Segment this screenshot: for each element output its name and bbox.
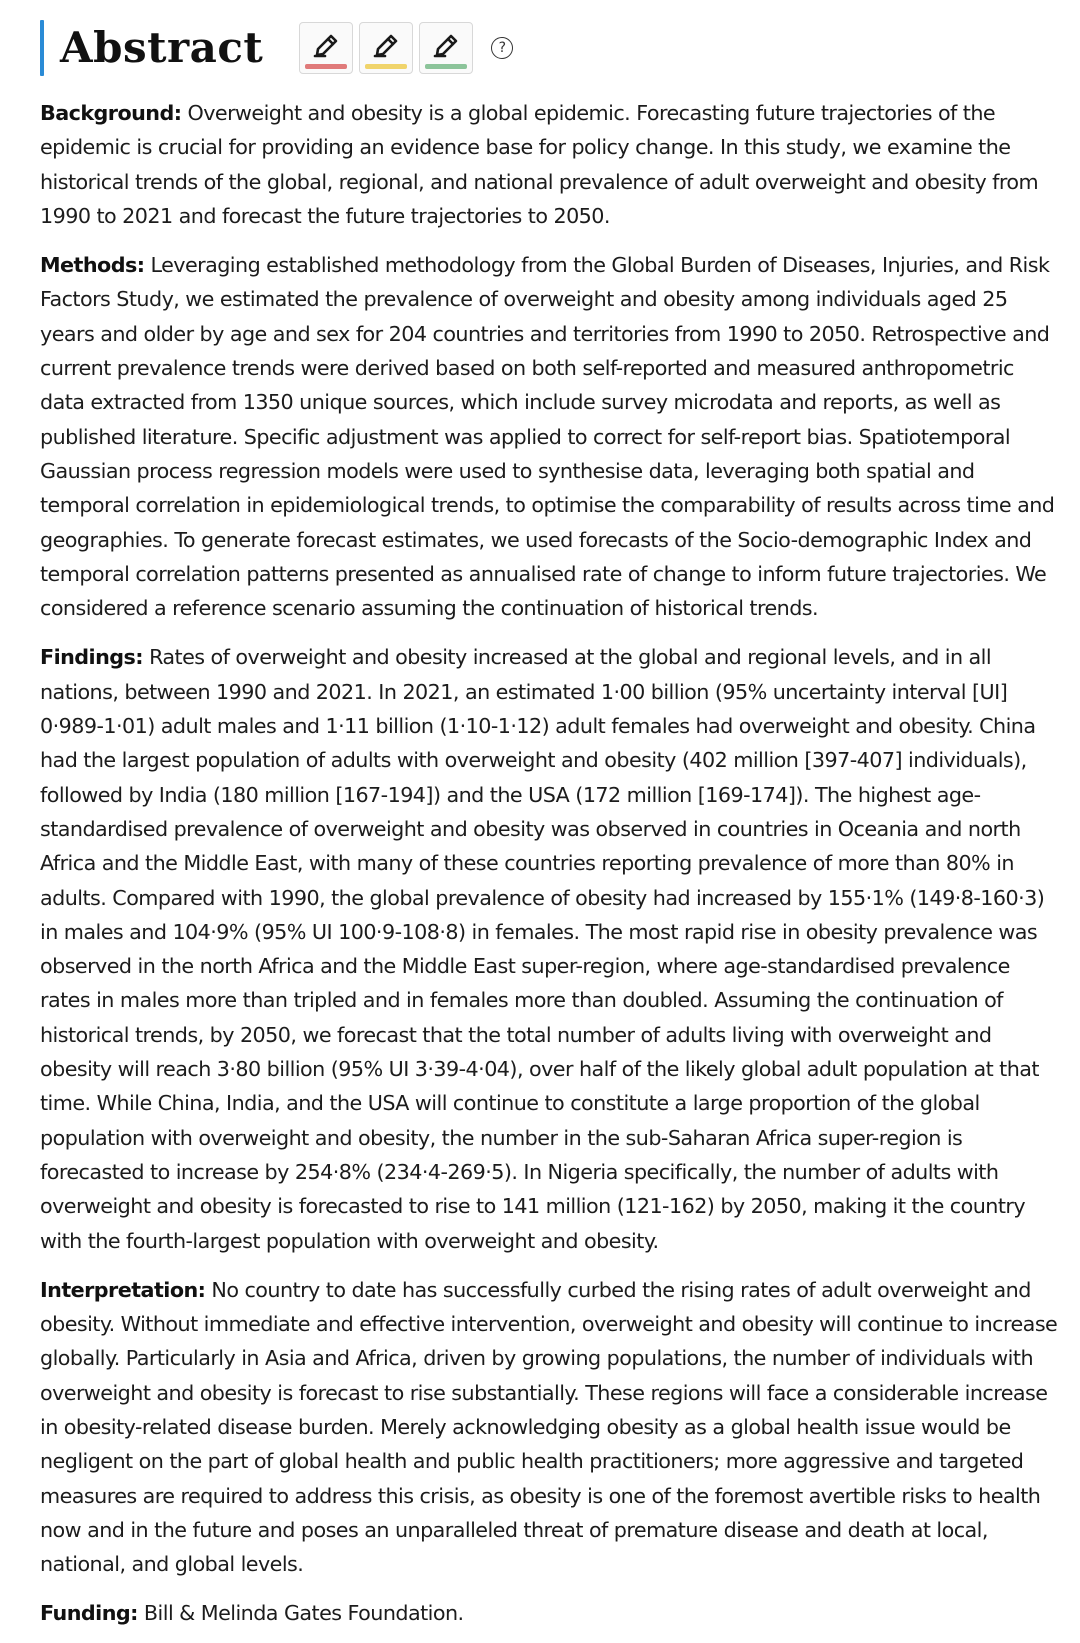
highlight-color-swatch (425, 64, 467, 69)
highlight-yellow-button[interactable] (359, 22, 413, 74)
section-funding (40, 1596, 1064, 1630)
pencil-icon (309, 32, 343, 64)
section-label: Methods: (40, 253, 145, 278)
section-label: Interpretation: (40, 1277, 206, 1302)
section-interpretation (40, 1273, 1064, 1582)
highlight-red-button[interactable] (299, 22, 353, 74)
highlighter-toolbar (299, 22, 473, 74)
section-text: Overweight and obesity is a global epidemic. Forecasting future trajectories of the epidemic is crucial for providing an evidence base for policy change. In this study, we examine the historical trends of the global, regional, and national prevalence of adult overweight and obesity from 1990 to 2021 and forecast the future trajectories to 2050. (40, 101, 1039, 228)
section-label: Funding: (40, 1601, 138, 1626)
section-text: Rates of overweight and obesity increased at the global and regional levels, and in all nations, between 1990 and 2021. In 2021, an estimated 1·00 billion (95% uncertainty interval [UI] 0·989-1·01) adult males and 1·11 billion (1·10-1·12) adult females had overweight and obesity. China had the largest population of adults with overweight and obesity (402 million [397-407] individuals), followed by India (180 million [167-194]) and the USA (172 million [169-174]). The highest age-standardised prevalence of overweight and obesity was observed in countries in Oceania and north Africa and the Middle East, with many of these countries reporting prevalence of more than 80% in adults. Compared with 1990, the global prevalence of obesity had increased by 155·1% (149·8-160·3) in males and 104·9% (95% UI 100·9-108·8) in females. The most rapid rise in obesity prevalence was observed in the north Africa and the Middle East super-region, where age-standardised prevalence rates in males more than tripled and in females more than doubled. Assuming the continuation of historical trends, by 2050, we forecast that the total number of adults living with overweight and obesity will reach 3·80 billion (95% UI 3·39-4·04), over half of the likely global adult population at that time. While China, India, and the USA will continue to constitute a large proportion of the global population with overweight and obesity, the number in the sub-Saharan Africa super-region is forecasted to increase by 254·8% (234·4-269·5). In Nigeria specifically, the number of adults with overweight and obesity is forecasted to rise to 141 million (121-162) by 2050, making it the country with the fourth-largest population with overweight and obesity. (40, 645, 1045, 1253)
highlight-color-swatch (365, 64, 407, 69)
section-findings (40, 640, 1064, 1257)
section-methods (40, 248, 1064, 625)
highlight-green-button[interactable] (419, 22, 473, 74)
help-icon[interactable]: ? (491, 37, 513, 59)
page-title: Abstract (60, 23, 264, 72)
section-label: Findings: (40, 645, 144, 670)
section-text: No country to date has successfully curbed the rising rates of adult overweight and obesity. Without immediate and effective intervention, overweight and obesity will continue to increase globally. Particularly in Asia and Africa, driven by growing populations, the number of individuals with overweight and obesity is forecast to rise substantially. These regions will face a considerable increase in obesity-related disease burden. Merely acknowledging obesity as a global health issue would be negligent on the part of global health and public health practitioners; more aggressive and targeted measures are required to address this crisis, as obesity is one of the foremost avertible risks to health now and in the future and poses an unparalleled threat of premature disease and death at local, national, and global levels. (40, 1277, 1058, 1577)
section-label: Background: (40, 101, 182, 125)
section-text: Leveraging established methodology from the Global Burden of Diseases, Injuries, and Risk Factors Study, we estimated the prevalence of overweight and obesity among individuals aged 25 years and older by age and sex for 204 countries and territories from 1990 to 2050. Retrospective and current prevalence trends were derived based on both self-reported and measured anthropometric data extracted from 1350 unique sources, which include survey microdata and reports, as well as published literature. Specific adjustment was applied to correct for self-report bias. Spatiotemporal Gaussian process regression models were used to synthesise data, leveraging both spatial and temporal correlation in epidemiological trends, to optimise the comparability of results across time and geographies. To generate forecast estimates, we used forecasts of the Socio-demographic Index and temporal correlation patterns presented as annualised rate of change to inform future trajectories. We considered a reference scenario assuming the continuation of historical trends. (40, 253, 1055, 621)
highlight-color-swatch (305, 64, 347, 69)
abstract-header (40, 18, 1064, 78)
pencil-icon (429, 32, 463, 64)
header-accent-bar (40, 20, 44, 76)
section-text: Bill & Melinda Gates Foundation. (143, 1601, 464, 1626)
section-background (40, 96, 1064, 233)
abstract-body (40, 96, 1064, 1631)
pencil-icon (369, 32, 403, 64)
